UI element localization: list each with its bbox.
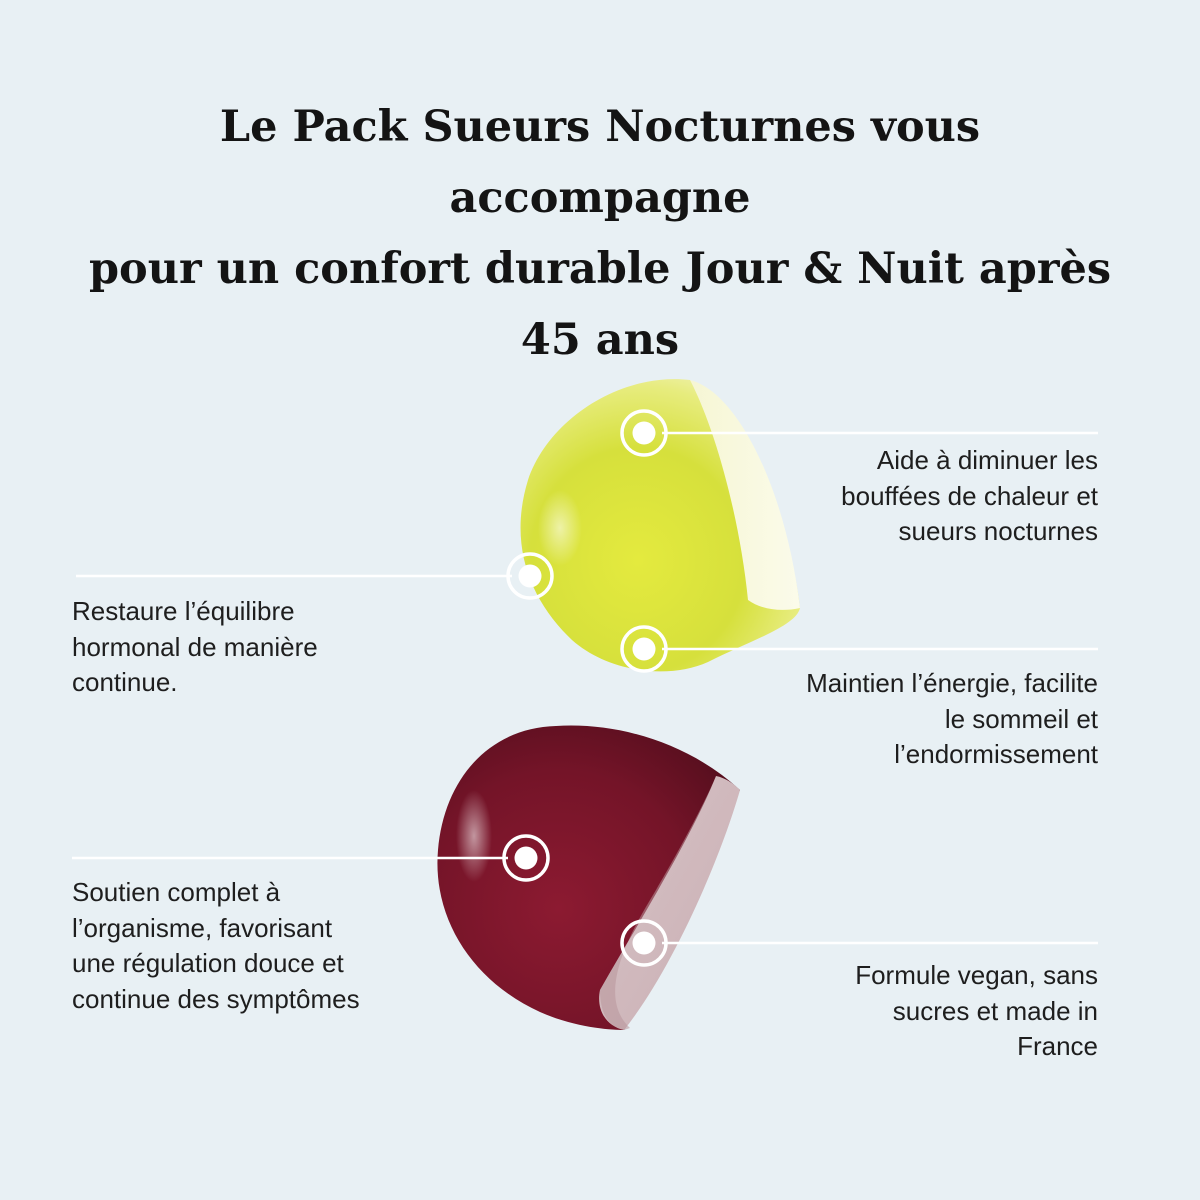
callout-line-text: France (1017, 1031, 1098, 1061)
callout-line-text: bouffées de chaleur et (841, 480, 1098, 511)
red-gummy (437, 726, 740, 1030)
callout-line-text: Aide à diminuer les (876, 445, 1098, 475)
title-line: 45 ans (520, 315, 680, 365)
callout-energy-sleep (806, 666, 1098, 773)
callout-organism-support (72, 875, 360, 1017)
callout-vegan-formula (855, 958, 1098, 1065)
callout-line-text: sueurs nocturnes (898, 516, 1098, 546)
callout-line-text: Formule vegan, sans (855, 960, 1098, 990)
callout-line-text: sucres et made in (892, 995, 1098, 1026)
callout-hot-flashes (841, 443, 1098, 550)
callout-line-text: Maintien l’énergie, facilite (806, 668, 1098, 698)
title-line: pour un confort durable Jour & Nuit après (88, 244, 1112, 294)
callout-line-text: continue des symptômes (72, 983, 360, 1014)
callout-line-text: une régulation douce et (72, 948, 344, 978)
callout-line-text: hormonal de manière (72, 631, 318, 662)
callout-line-text: le sommeil et (944, 703, 1098, 734)
callout-hormonal-balance (72, 594, 318, 701)
callout-line-text: continue. (72, 667, 178, 697)
title-line: Le Pack Sueurs Nocturnes vous accompagne (219, 102, 981, 223)
yellow-gummy (521, 379, 800, 671)
callout-line-text: Soutien complet à (72, 877, 281, 907)
callout-line-text: l’organisme, favorisant (72, 912, 333, 943)
callout-line-text: l’endormissement (894, 739, 1098, 769)
callout-line-text: Restaure l’équilibre (72, 596, 295, 626)
